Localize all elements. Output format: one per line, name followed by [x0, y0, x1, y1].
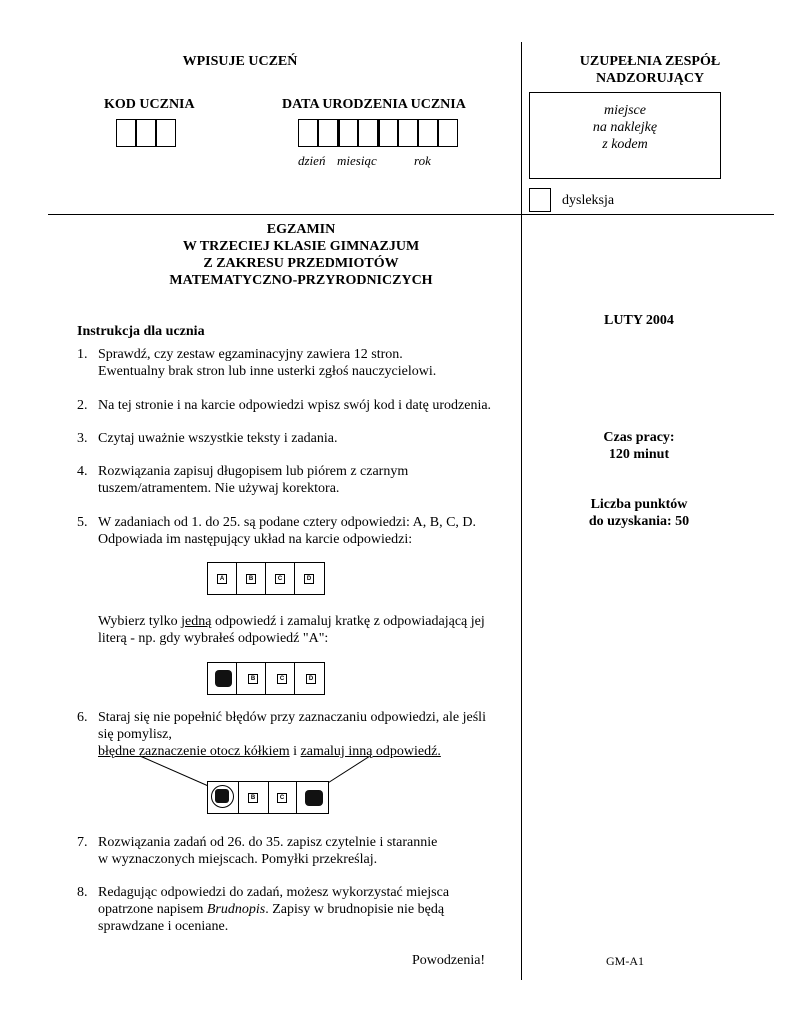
filled-answer-mark	[215, 670, 232, 687]
item-3-number: 3.	[77, 431, 88, 446]
answer-example-empty	[207, 562, 325, 595]
item-8-number: 8.	[77, 885, 88, 900]
sticker-line-1: miejsce	[604, 103, 646, 118]
item-1-text: Sprawdź, czy zestaw egzaminacyjny zawiera 12 stron. Ewentualny brak stron lub inne usterki zgłoś nauczycielowi.	[98, 347, 437, 379]
exam-title: EGZAMIN W TRZECIEJ KLASIE GIMNAZJUM Z ZAKRESU PRZEDMIOTÓW MATEMATYCZNO-PRZYRODNICZYCH	[169, 222, 433, 288]
date-day-label: dzień	[298, 153, 326, 168]
item-7-text: Rozwiązania zadań od 26. do 35. zapisz czytelnie i starannie w wyznaczonych miejscach. Pomyłki przekreślaj.	[98, 835, 438, 867]
header-divider	[48, 214, 774, 215]
answer-box-b: B	[248, 674, 258, 684]
item-4-number: 4.	[77, 464, 88, 479]
answer-box-c: C	[275, 574, 285, 584]
date-month-label: miesiąc	[337, 153, 377, 168]
points-info: Liczba punktów do uzyskania: 50	[588, 497, 690, 529]
item-6-text: Staraj się nie popełnić błędów przy zaznaczaniu odpowiedzi, ale jeśli się pomylisz, błędne zaznaczenie otocz kółkiem i zamaluj inną odpowiedź.	[98, 710, 486, 759]
item-4-text: Rozwiązania zapisuj długopisem lub piórem z czarnym tuszem/atramentem. Nie używaj korektora.	[98, 464, 409, 496]
answer-box-c: C	[277, 793, 287, 803]
circled-answer-mark	[211, 785, 234, 808]
student-code-label: KOD UCZNIA	[104, 97, 195, 112]
time-info: Czas pracy: 120 minut	[603, 430, 675, 462]
emphasis-one: jedną	[181, 614, 212, 629]
answer-box-a: A	[217, 574, 227, 584]
student-code-boxes[interactable]	[116, 119, 178, 147]
corrected-answer-mark	[305, 790, 323, 806]
answer-box-b: B	[248, 793, 258, 803]
answer-box-b: B	[246, 574, 256, 584]
item-5-text: W zadaniach od 1. do 25. są podane cztery odpowiedzi: A, B, C, D. Odpowiada im następujący układ na karcie odpowiedzi:	[98, 515, 477, 547]
answer-box-c: C	[277, 674, 287, 684]
instructions-heading: Instrukcja dla ucznia	[77, 324, 205, 339]
team-section-title: UZUPEŁNIA ZESPÓŁ NADZORUJĄCY	[579, 54, 721, 86]
item-5-number: 5.	[77, 515, 88, 530]
item-7-number: 7.	[77, 835, 88, 850]
column-divider	[521, 42, 522, 980]
birth-date-boxes[interactable]	[298, 119, 464, 147]
answer-example-corrected	[207, 781, 329, 814]
answer-box-d: D	[306, 674, 316, 684]
exam-code: GM-A1	[606, 954, 644, 968]
item-5-choose-text: Wybierz tylko jedną odpowiedź i zamaluj kratkę z odpowiadającą jej literą - np. gdy wybrałeś odpowiedź "A":	[98, 614, 485, 646]
exam-date: LUTY 2004	[604, 313, 674, 328]
date-year-label: rok	[414, 153, 431, 168]
item-1-number: 1.	[77, 347, 88, 362]
item-6-number: 6.	[77, 710, 88, 725]
item-2-text: Na tej stronie i na karcie odpowiedzi wpisz swój kod i datę urodzenia.	[98, 398, 492, 413]
answer-example-filled	[207, 662, 325, 695]
closing-text: Powodzenia!	[412, 953, 486, 968]
birth-date-label: DATA URODZENIA UCZNIA	[282, 97, 466, 112]
item-8-text: Redagując odpowiedzi do zadań, możesz wykorzystać miejsca opatrzone napisem Brudnopis. Zapisy w brudnopisie nie będą sprawdzane i oceniane.	[98, 885, 450, 934]
item-3-text: Czytaj uważnie wszystkie teksty i zadania.	[98, 431, 338, 446]
item-2-number: 2.	[77, 398, 88, 413]
dyslexia-label: dysleksja	[562, 193, 615, 208]
answer-box-d: D	[304, 574, 314, 584]
sticker-line-3: z kodem	[602, 137, 648, 152]
dyslexia-checkbox[interactable]	[529, 188, 551, 212]
student-section-title: WPISUJE UCZEŃ	[182, 54, 298, 69]
sticker-box	[529, 92, 721, 179]
sticker-line-2: na naklejkę	[592, 120, 658, 135]
